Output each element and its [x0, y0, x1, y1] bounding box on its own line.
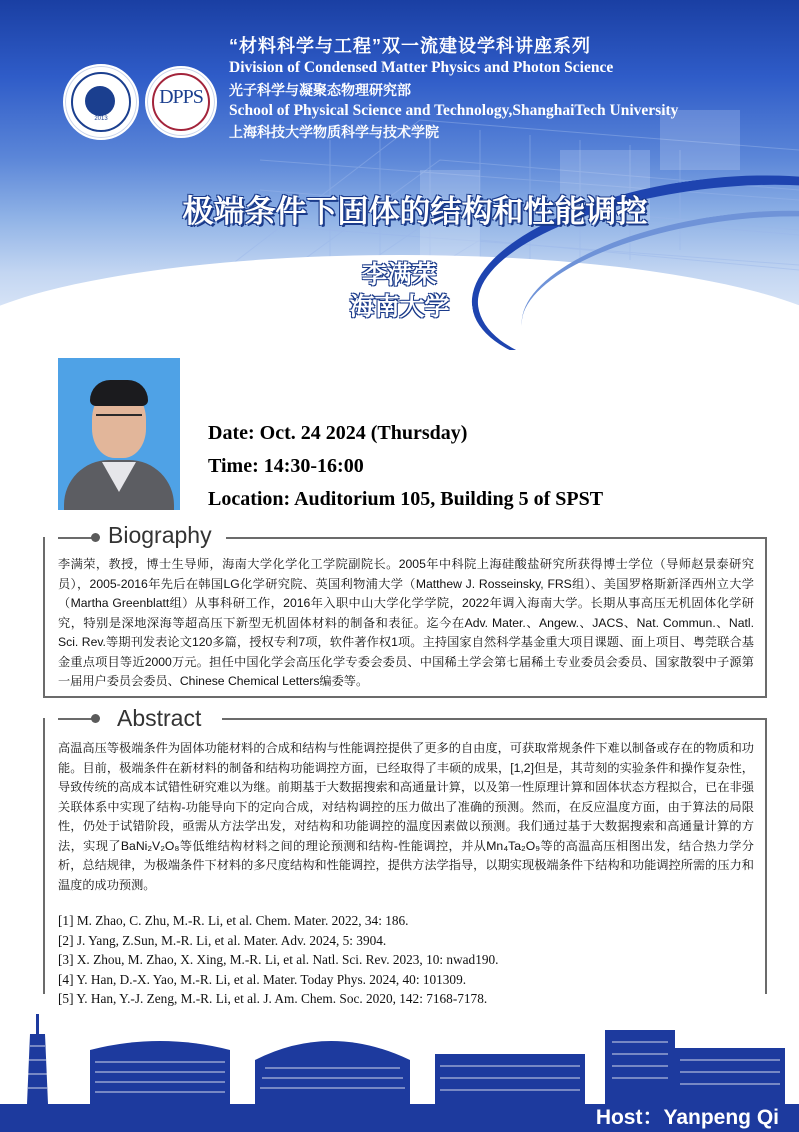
school-name-en: School of Physical Science and Technology,ShanghaiTech University: [229, 102, 679, 119]
reference-item: [3] X. Zhou, M. Zhao, X. Xing, M.-R. Li, et al. Natl. Sci. Rev. 2023, 10: nwad190.: [58, 952, 499, 967]
reference-list: [58, 911, 498, 1009]
event-time: Time: 14:30-16:00: [208, 455, 364, 477]
biography-body: 李满荣，教授，博士生导师，海南大学化学化工学院副院长。2005年中科院上海硅酸盐研究所获得博士学位（导师赵景泰研究员），2005-2016年先后在韩国LG化学研究院、英国利物浦大学（Matthew J. Rosseinsky, FRS组）、美国罗格斯新泽西州立大学（Martha Greenblatt组）从事科研工作，2016年入职中山大学化学学院，2022年调入海南大学。长期从事高压无机固体化学研究，特别是深地深海等超高压下新型无机固体材料的制备和表征。迄今在Adv. Mater.、Angew.、JACS、Nat. Commun.、Natl. Sci. Rev.等期刊发表论文120多篇，授权专利7项，软件著作权1项。主持国家自然科学基金重大项目课题、面上项目、粤莞联合基金重点项目等近2000万元。担任中国化学会高压化学专委会委员、中国稀土学会第七届稀土专业委员会委员、国家散裂中子源第一届用户委员会委员、Chinese Chemical Letters编委等。: [58, 557, 754, 688]
reference-item: [5] Y. Han, Y.-J. Zeng, M.-R. Li, et al. J. Am. Chem. Soc. 2020, 142: 7168-7178.: [58, 991, 488, 1006]
speaker-name: 李满荣: [361, 261, 437, 289]
host-name: Host：Yanpeng Qi: [595, 1106, 779, 1129]
reference-item: [1] M. Zhao, C. Zhu, M.-R. Li, et al. Chem. Mater. 2022, 34: 186.: [58, 913, 409, 928]
abstract-text: [58, 739, 754, 895]
event-date: Date: Oct. 24 2024 (Thursday): [208, 422, 468, 444]
abstract-heading: Abstract: [117, 705, 202, 731]
biography-text: [58, 555, 754, 692]
speaker-affiliation: 海南大学: [349, 293, 450, 321]
division-name-cn: 光子科学与凝聚态物理研究部: [229, 82, 411, 98]
talk-title: 极端条件下固体的结构和性能调控: [182, 194, 648, 229]
logo-year: 2013: [94, 116, 108, 122]
lecture-series-title: “材料科学与工程”双一流建设学科讲座系列: [229, 36, 591, 56]
shanghaitech-logo: [63, 64, 139, 140]
school-name-cn: 上海科技大学物质科学与技术学院: [229, 124, 439, 140]
speaker-photo: [58, 358, 180, 510]
reference-item: [4] Y. Han, D.-X. Yao, M.-R. Li, et al. Mater. Today Phys. 2024, 40: 101309.: [58, 971, 467, 987]
division-name-en: Division of Condensed Matter Physics and Photon Science: [229, 59, 614, 76]
biography-heading: Biography: [108, 522, 212, 548]
dpps-logo-text: DPPS: [159, 86, 203, 108]
reference-item: [2] J. Yang, Z.Sun, M.-R. Li, et al. Mater. Adv. 2024, 5: 3904.: [58, 932, 387, 948]
dpps-logo: [145, 66, 217, 138]
event-location: Location: Auditorium 105, Building 5 of SPST: [208, 488, 604, 510]
abstract-body: 高温高压等极端条件为固体功能材料的合成和结构与性能调控提供了更多的自由度，可获取常规条件下难以制备或存在的物质和功能。目前，极端条件在新材料的制备和结构功能调控方面，已经取得了丰硕的成果，[1,2]但是，其苛刻的实验条件和操作复杂性，导致传统的高成本试错性研究难以为继。前期基于大数据搜索和高通量计算，以及第一性原理计算和固体状态方程拟合，已在非强关联体系中实现了结构-功能导向下的定向合成，对结构调控的压力做出了准确的预测。然而，在反应温度方面，由于算法的局限性，仍处于试错阶段，亟需从方法学出发，对结构和功能调控的温度因素做以预测。我们通过基于大数据搜索和高通量计算的方法，实现了BaNi₂V₂O₈等低维结构材料之间的理论预测和结构-性能调控，并从Mn₄Ta₂O₉等的高温高压相图出发，结合热力学分析，总结规律，为极端条件下材料的多尺度结构和性能调控，提供方法学指导，以期实现极端条件下结构和功能调控所需的压力和温度的成功预测。: [58, 741, 754, 892]
campus-skyline-illustration: [0, 1010, 799, 1104]
